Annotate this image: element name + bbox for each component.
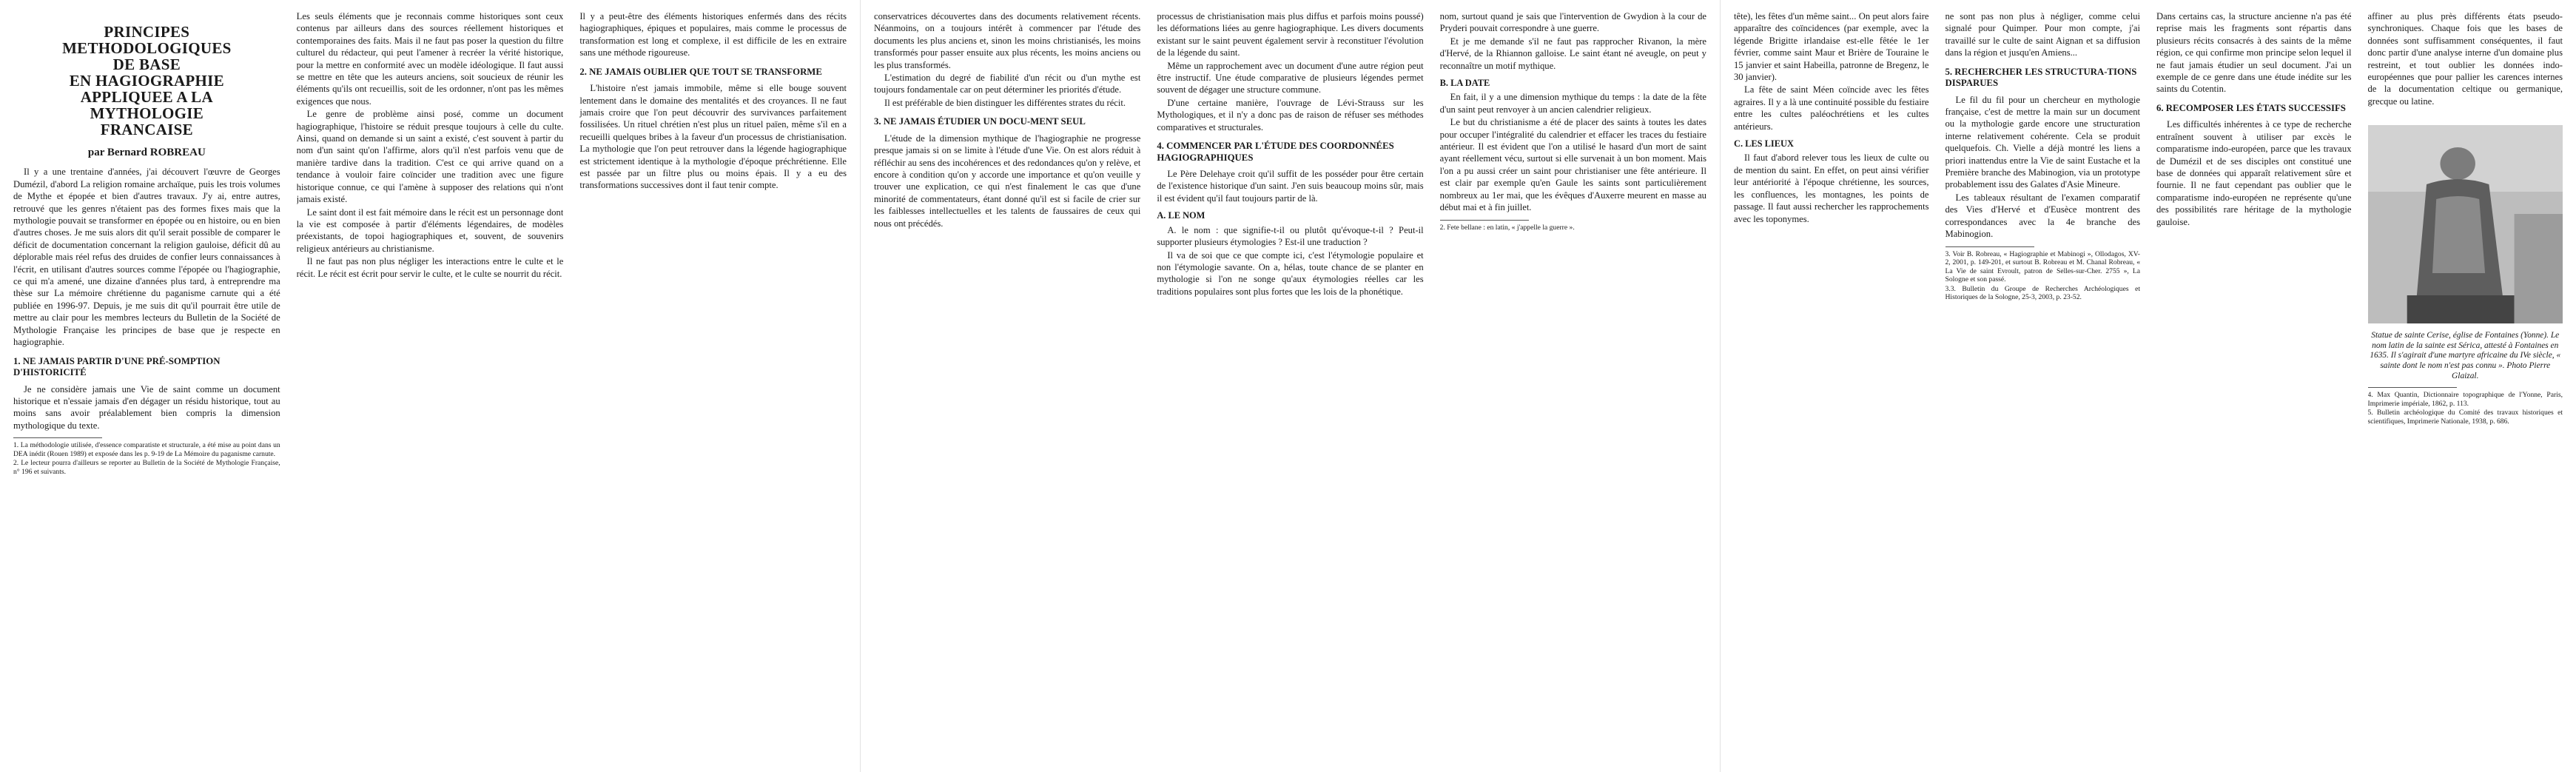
paragraph: En fait, il y a une dimension mythique du temps : la date de la fête d'un saint peut renvoyer à un ancien calendrier religieux. bbox=[1439, 92, 1706, 115]
paragraph: Même un rapprochement avec un document d'une autre région peut être instructif. Une étude comparative de plusieurs légendes permet souvent de dégager une structure commune. bbox=[1157, 60, 1424, 95]
footnote: 1. La méthodologie utilisée, d'essence comparatiste et structurale, a été mise au point dans un DEA inédit (Rouen 1989) et exposée dans les p. 9-19 de La Mémoire du paganisme carnute. bbox=[13, 441, 280, 458]
column-9 bbox=[2156, 10, 2352, 769]
paragraph: tête), les fêtes d'un même saint... On peut alors faire apparaître des coïncidences (par exemple, avec la légende Brigitte irlandaise est-elle fêtée le 1er février, comme saint Maur et Brière de Touraine le 15 janvier et saint Habeilla, patronne de Bregenz, le 30 janvier). bbox=[1734, 11, 1929, 83]
paragraph: nom, surtout quand je sais que l'intervention de Gwydion à la cour de Pryderi pouvait correspondre à une guerre. bbox=[1439, 11, 1706, 34]
paragraph: Les tableaux résultant de l'examen comparatif des Vies d'Hervé et d'Eusèce montrent des correspondances avec la 4e branche des Mabinogion. bbox=[1945, 192, 2140, 240]
paragraph: L'étude de la dimension mythique de l'hagiographie ne progresse presque jamais si on se limite à l'étude d'une Vie. On est alors réduit à réfléchir au sens des incohérences et des redondances qu'on y relève, et encore à condition qu'on y accorde une importance et qu'on veuille y trouver une explication, ce qui n'est finalement le cas que d'une minorité de commentateurs, étant donné qu'il est si facile de crier sur les faiblesses intellectuelles et les talents de faussaires de ceux qui nous ont précédés. bbox=[874, 132, 1141, 229]
paragraph: Le but du christianisme a été de placer des saints à toutes les dates pour occuper l'intégralité du calendrier et effacer les traces du festiaire antérieur. Il est évident que l'on a utilisé le hasard d'un mort de saint ayant réellement vécu, surtout si elle survenait à un bon moment. Mais l'on a pu aussi créer un saint pour christianiser une fête antérieure. Il est clair par exemple qu'en Gaule les saints sont particulièrement nombreux au 1er mai, que les évêques d'Auxerre meurent en masse au début mai et à fin juillet. bbox=[1439, 117, 1706, 213]
subsection-heading: B. LA DATE bbox=[1439, 78, 1490, 89]
section-heading: 4. COMMENCER PAR L'ÉTUDE DES COORDONNÉES HAGIOGRAPHIQUES bbox=[1157, 141, 1394, 163]
paragraph: Il est préférable de bien distinguer les différentes strates du récit. bbox=[884, 97, 1126, 108]
footnote: 2. Fete bellane : en latin, « j'appelle la guerre ». bbox=[1439, 223, 1575, 232]
paragraph: Il faut d'abord relever tous les lieux de culte ou de mention du saint. En effet, on peut ainsi vérifier leur antériorité à l'époque chrétienne, les sources, les confluences, les montagnes, les points de passage. Il faut aussi rechercher les rapprochements avec les toponymes. bbox=[1734, 152, 1929, 224]
paragraph: conservatrices découvertes dans des documents relativement récents. Néanmoins, on a toujours intérêt à commencer par l'étude des documents les plus anciens et, sinon les moins christianisés, les moins transformés pour passer ensuite aux plus récents, les moins anciens ou les plus transformés. bbox=[874, 11, 1141, 70]
paragraph: Il y a peut-être des éléments historiques enfermés dans des récits hagiographiques, épiques et populaires, mais comme le processus de transformation est long et complexe, il est difficile de les en extraire sans une méthode rigoureuse. bbox=[579, 11, 847, 58]
footnote: 3. Voir B. Robreau, « Hagiographie et Mabinogi », Ollodagos, XV-2, 2001, p. 149-201, et surtout B. Robreau et M. Chanal Robreau, « La Vie de saint Evroult, patron de Selles-sur-Cher. 2755 », La Sologne et son passé. bbox=[1945, 249, 2140, 284]
paragraph: Il ne faut pas non plus négliger les interactions entre le culte et le récit. Le récit est écrit pour servir le culte, et le culte se nourrit du récit. bbox=[296, 256, 564, 279]
footnote: 4. Max Quantin, Dictionnaire topographique de l'Yonne, Paris, Imprimerie impériale, 1862, p. 113. bbox=[2367, 391, 2563, 408]
paragraph: A. le nom : que signifie-t-il ou plutôt qu'évoque-t-il ? Peut-il supporter plusieurs étymologies ? Est-il une traduction ? bbox=[1157, 224, 1424, 248]
paragraph: Dans certains cas, la structure ancienne n'a pas été reprise mais les fragments sont répartis dans plusieurs récits consacrés à des saints de la même région, ce qui confirme mon principe selon lequel il ne faut jamais étudier un seul document. J'ai un exemple de ce genre dans une étude inédite sur les saints du Cotentin. bbox=[2156, 11, 2352, 95]
subsection-heading: A. LE NOM bbox=[1157, 210, 1205, 221]
paragraph: Il y a une trentaine d'années, j'ai découvert l'œuvre de Georges Dumézil, d'abord La religion romaine archaïque, puis les trois volumes de Mythe et épopée et bien d'autres travaux. J'y ai, entre autres, retrouvé que les genres n'étaient pas des formes fixes mais que la mythologie pouvait se transformer en épopée ou en histoire, ou en bien d'autres choses. Je me suis alors dit qu'il serait possible de comparer le déficit de documentation concernant la religion gauloise, déficit dû au déplorable mais réel refus des druides de confier leurs connaissances à l'écrit, en utilisant d'autres sources comme l'épopée ou l'hagiographie, ce qui m'a amené, une dizaine d'années plus tard, à entreprendre ma thèse sur La mémoire chrétienne du paganisme carnute qui a été publiée en 1996-97. Depuis, je me suis dit qu'il pourrait être utile de mettre au clair pour les membres lecteurs du Bulletin de la Société de Mythologie Française les principes de base que je respecte en hagiographie. bbox=[13, 167, 280, 348]
column-7 bbox=[1734, 10, 1929, 769]
footnote: 5. Bulletin archéologique du Comité des travaux historiques et scientifiques, Imprimerie Nationale, 1938, p. 686. bbox=[2367, 409, 2563, 426]
article-author: par Bernard ROBREAU bbox=[87, 147, 206, 158]
column-10 bbox=[2368, 10, 2563, 769]
section-heading: 1. NE JAMAIS PARTIR D'UNE PRÉ-SOMPTION D'HISTORICITÉ bbox=[13, 355, 221, 377]
section-heading: 6. RECOMPOSER LES ÉTATS SUCCESSIFS bbox=[2156, 102, 2346, 113]
page-middle bbox=[860, 0, 1720, 772]
column-2 bbox=[297, 10, 564, 769]
paragraph: affiner au plus près différents états pseudo-synchroniques. Chaque fois que les bases de données sont suffisamment conséquentes, il faut donc partir d'une analyse interne d'un domaine plus restreint, et tout oublier les données indo-européennes que pour pallier les carences internes de la documentation celtique ou germanique, grecque ou latine. bbox=[2367, 11, 2563, 107]
paragraph: Il va de soi que ce que compte ici, c'est l'étymologie populaire et non l'étymologie savante. On a, hélas, toute chance de se planter en mythologie si l'on ne songe qu'aux étymologies réelles car les traditions populaires sont plus fortes que les lois de la phonétique. bbox=[1157, 249, 1424, 297]
subsection-heading: C. LES LIEUX bbox=[1734, 138, 1794, 150]
column-3 bbox=[579, 10, 847, 769]
paragraph: Les difficultés inhérentes à ce type de recherche entraînent souvent à utiliser par excès le comparatisme indo-européen, parce que les travaux de Dumézil et de ses disciples ont constitué une base de données qui apparaît relativement sûre et fournie. Il ne faut cependant pas oublier que le comparatisme indo-européen ne représente qu'une des possibilités rare héritage de la mythologie gauloise. bbox=[2156, 119, 2352, 227]
page-right bbox=[1720, 0, 2576, 772]
footnote-rule bbox=[13, 437, 102, 438]
paragraph: La fête de saint Méen coïncide avec les fêtes agraires. Il y a là une continuité possible du festiaire entre les cultes paléochrétiens et les cultes antérieurs. bbox=[1734, 84, 1929, 132]
paragraph: Le Père Delehaye croit qu'il suffit de les posséder pour être certain de l'existence historique d'un saint. J'en suis beaucoup moins sûr, mais il est évident qu'il faut toujours partir de là. bbox=[1157, 169, 1424, 204]
statue-image-icon bbox=[2368, 125, 2563, 323]
footnote-rule bbox=[1440, 220, 1529, 221]
footnote-rule bbox=[1946, 246, 2034, 247]
paragraph: Et je me demande s'il ne faut pas rapprocher Rivanon, la mère d'Hervé, de la Rhiannon galloise. Le saint étant né aveugle, on peut y reconnaître un motif mythique. bbox=[1439, 36, 1706, 71]
footnote: 3.3. Bulletin du Groupe de Recherches Archéologiques et Historiques de la Sologne, 25-3, 2003, p. 23-52. bbox=[1945, 284, 2140, 302]
article-title: PRINCIPES METHODOLOGIQUES DE BASE EN HAGIOGRAPHIE APPLIQUEE A LA MYTHOLOGIE FRANCAISE bbox=[62, 23, 232, 138]
paragraph: D'une certaine manière, l'ouvrage de Lévi-Strauss sur les Mythologiques, et il n'y a donc pas de raison de réfuser ses méthodes comparatives et structurales. bbox=[1157, 97, 1424, 132]
footnote-rule bbox=[2368, 387, 2457, 388]
page-left bbox=[0, 0, 860, 772]
section-heading: 2. NE JAMAIS OUBLIER QUE TOUT SE TRANSFORME bbox=[579, 66, 822, 77]
paragraph: Le fil du fil pour un chercheur en mythologie française, c'est de mettre la main sur un document ou la mythologie garde encore une structuration interne relativement cohérente. Cela se produit quelquefois. Ch. Vielle a déjà montré les liens a priori inattendus entre la Vie de saint Eustache et la Première branche des Mabinogion, via un prototype probablement issu des Galates d'Asie Mineure. bbox=[1945, 94, 2140, 190]
paragraph: Le saint dont il est fait mémoire dans le récit est un personnage dont la vie est composée à partir d'éléments légendaires, de modèles préexistants, de topoi hagiographiques et, souvent, de souvenirs religieux antérieurs au christianisme. bbox=[296, 207, 564, 254]
photo-caption: Statue de sainte Cerise, église de Fontaines (Yonne). Le nom latin de la sainte est Sérica, attesté à Fontaines en 1635. Il s'agirait d'une martyre africaine du IVe siècle, « sainte dont le nom n'est pas connu ». Photo Pierre Glaizal. bbox=[2370, 331, 2561, 380]
paragraph: processus de christianisation mais plus diffus et parfois moins poussé) les déformations liées au genre hagiographique. Les divers documents existant sur le saint peuvent également servir à reconstituer l'évolution de la légende du saint. bbox=[1157, 11, 1424, 58]
footnote: 2. Le lecteur pourra d'ailleurs se reporter au Bulletin de la Société de Mythologie Française, n° 196 et suivants. bbox=[13, 459, 280, 476]
paragraph: Le genre de problème ainsi posé, comme un document hagiographique, l'histoire se réduit presque toujours à celle du culte. Ainsi, quand on demande si un saint a existé, c'est souvent à partir du nom d'un saint qu'on l'affirme, alors qu'il n'est parfois venu que de manière tardive dans la tradition. C'est ce qui arrive quand on a tendance à vouloir faire coïncider une tradition avec une figure historique connue, ce qui l'amène à supposer des relations qui n'ont jamais existé. bbox=[296, 109, 564, 205]
column-8 bbox=[1946, 10, 2141, 769]
section-heading: 3. NE JAMAIS ÉTUDIER UN DOCU-MENT SEUL bbox=[874, 116, 1086, 127]
statue-photo bbox=[2368, 125, 2563, 323]
column-4 bbox=[874, 10, 1140, 769]
column-6 bbox=[1440, 10, 1706, 769]
paragraph: Je ne considère jamais une Vie de saint comme un document historique et n'essaie jamais d'en dégager un résidu historique, tout au moins sans avoir préalablement bien compris la dimension mythologique du texte. bbox=[13, 383, 280, 431]
column-1 bbox=[13, 10, 280, 769]
paragraph: L'histoire n'est jamais immobile, même si elle bouge souvent lentement dans le domaine des mentalités et des croyances. Il ne faut jamais croire que l'on peut découvrir des survivances parfaitement fossilisées. Un rituel chrétien n'est plus un rituel païen, même s'il en a recueilli quelques bribes à la faveur d'un processus de christianisation. La mythologie que l'on peut retrouver dans la légende hagiographique est strictement identique à la mythologie d'époque préchrétienne. Elle est passée par un filtre plus ou moins épais. Il y a eu des transformations successives dont il faut tenir compte. bbox=[579, 83, 847, 191]
paragraph: L'estimation du degré de fiabilité d'un récit ou d'un mythe est toujours fondamentale car on peut déterminer les priorités d'étude. bbox=[874, 73, 1141, 95]
column-5 bbox=[1157, 10, 1423, 769]
paragraph: ne sont pas non plus à négliger, comme celui signalé pour Quimper. Pour mon compte, j'ai travaillé sur le culte de saint Aignan et sa diffusion dans la région et jusqu'en Amiens... bbox=[1945, 11, 2140, 58]
paragraph: Les seuls éléments que je reconnais comme historiques sont ceux contenus par ailleurs dans des sources réellement historiques et contemporaines des faits. Mais il ne faut pas poser la question du filtre culturel du rédacteur, qui peut l'amener à recréer la vérité historique, pour la mettre en conformité avec un modèle idéologique. Il faut aussi se mettre en tête que les auteurs anciens, soit soucieux de réunir les éléments qu'ils ont recueillis, soit de les ordonner, n'ont pas les mêmes exigences que nous. bbox=[296, 11, 564, 107]
section-heading: 5. RECHERCHER LES STRUCTURA-TIONS DISPARUES bbox=[1945, 66, 2137, 89]
